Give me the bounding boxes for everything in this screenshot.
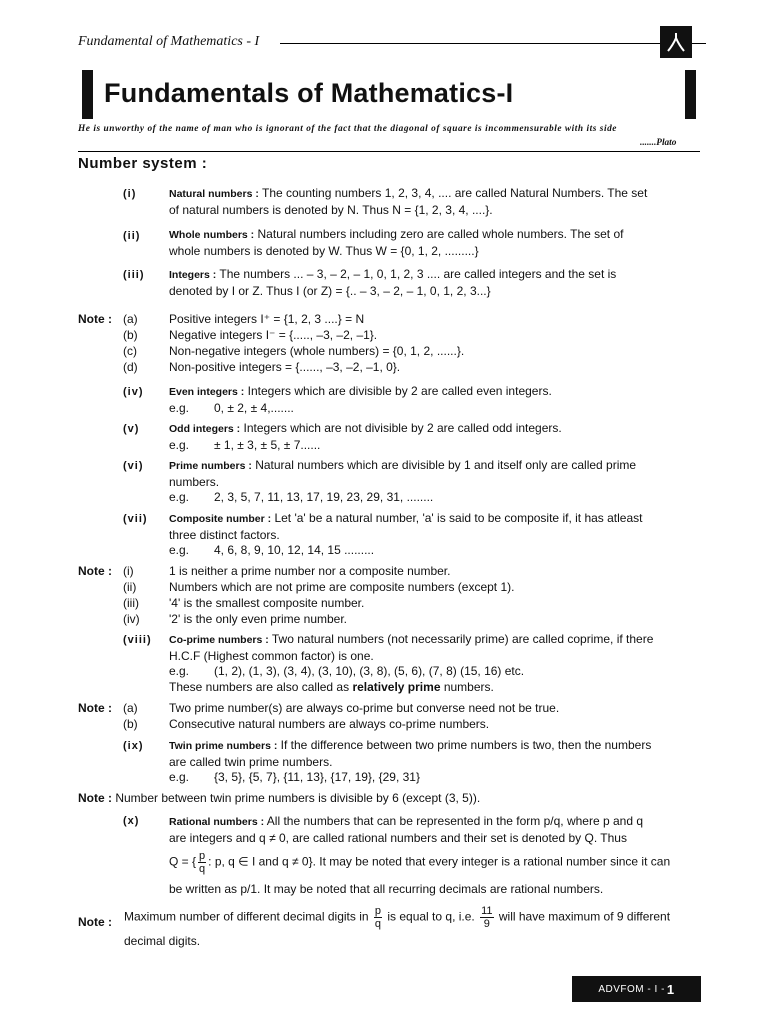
example: 2, 3, 5, 7, 11, 13, 17, 19, 23, 29, 31, ........ bbox=[214, 490, 434, 504]
eg-label: e.g. bbox=[169, 543, 190, 557]
note-value: Consecutive natural numbers are always co-prime numbers. bbox=[169, 717, 490, 731]
note-value: Two prime number(s) are always co-prime but converse need not be true. bbox=[169, 701, 560, 715]
text: Natural numbers which are divisible by 1 and itself only are called prime bbox=[255, 458, 637, 472]
text: Q = { bbox=[169, 854, 197, 869]
footer-label: ADVFOM - I - bbox=[598, 983, 665, 995]
section-title: Number system : bbox=[78, 155, 208, 172]
numerator: p bbox=[374, 905, 382, 917]
note-label: Note : bbox=[78, 312, 112, 326]
item-number: (viii) bbox=[123, 634, 152, 646]
text: numbers. bbox=[440, 679, 494, 694]
note-key: (d) bbox=[123, 360, 138, 374]
page-title: Fundamentals of Mathematics-I bbox=[104, 78, 514, 108]
rational-numbers-block bbox=[169, 813, 701, 897]
even-integers-block bbox=[169, 384, 701, 416]
text: numbers. bbox=[169, 474, 220, 489]
text: If the difference between two prime numbers is two, then the numbers bbox=[280, 738, 652, 752]
title-bar-right bbox=[685, 70, 696, 119]
co-prime-block bbox=[169, 632, 701, 695]
pi-icon bbox=[660, 26, 692, 58]
note-value: Positive integers I⁺ = {1, 2, 3 ....} = N bbox=[169, 312, 365, 326]
term: Even integers : bbox=[169, 386, 245, 398]
eg-label: e.g. bbox=[169, 490, 190, 504]
note-value: Non-negative integers (whole numbers) = {0, 1, 2, ......}. bbox=[169, 344, 465, 358]
header-rule bbox=[280, 43, 660, 44]
item-number: (x) bbox=[123, 815, 140, 827]
example: {3, 5}, {5, 7}, {11, 13}, {17, 19}, {29, 31} bbox=[214, 770, 420, 784]
numerator: p bbox=[199, 850, 206, 862]
text: whole numbers is denoted by W. Thus W = {0, 1, 2, .........} bbox=[169, 243, 479, 258]
text: The numbers ... – 3, – 2, – 1, 0, 1, 2, 3 .... are called integers and the set is bbox=[219, 267, 617, 281]
page-footer bbox=[572, 976, 701, 1002]
page-number: 1 bbox=[666, 981, 675, 997]
eg-label: e.g. bbox=[169, 664, 190, 678]
eg-label: e.g. bbox=[169, 437, 190, 452]
term: Whole numbers : bbox=[169, 229, 255, 241]
item-number: (ix) bbox=[123, 740, 144, 752]
item-number: (ii) bbox=[123, 230, 141, 242]
text: All the numbers that can be represented in the form p/q, where p and q bbox=[266, 814, 644, 828]
text: Integers which are not divisible by 2 are called odd integers. bbox=[243, 421, 562, 435]
text: H.C.F (Highest common factor) is one. bbox=[169, 648, 374, 663]
term: Composite number : bbox=[169, 513, 272, 525]
rational-definition bbox=[169, 850, 701, 875]
note-label: Note : bbox=[78, 791, 112, 805]
note-key: (b) bbox=[123, 717, 138, 731]
term: Rational numbers : bbox=[169, 816, 265, 828]
note-text: decimal digits. bbox=[124, 934, 201, 948]
note-text: is equal to q, i.e. bbox=[387, 909, 475, 924]
note-key: (c) bbox=[123, 344, 137, 358]
term: Odd integers : bbox=[169, 423, 241, 435]
numerator: 11 bbox=[481, 905, 493, 917]
text: are called twin prime numbers. bbox=[169, 754, 333, 769]
running-header: Fundamental of Mathematics - I bbox=[78, 34, 260, 49]
note-label: Note : bbox=[78, 564, 112, 578]
text: be written as p/1. It may be noted that all recurring decimals are rational numbers. bbox=[169, 882, 604, 896]
fraction bbox=[198, 850, 206, 875]
note-key: (a) bbox=[123, 701, 138, 715]
natural-numbers-block bbox=[169, 186, 701, 218]
note-key: (iii) bbox=[123, 596, 139, 610]
text: Two natural numbers (not necessarily prime) are called coprime, if there bbox=[271, 632, 654, 646]
item-number: (vii) bbox=[123, 513, 148, 525]
denominator: 9 bbox=[483, 918, 490, 930]
note-text: will have maximum of 9 different bbox=[498, 909, 671, 924]
eg-label: e.g. bbox=[169, 770, 190, 784]
text: Integers which are divisible by 2 are called even integers. bbox=[247, 384, 552, 398]
text: of natural numbers is denoted by N. Thus N = {1, 2, 3, 4, ....}. bbox=[169, 202, 493, 217]
term: Co-prime numbers : bbox=[169, 634, 269, 646]
odd-integers-block bbox=[169, 421, 701, 453]
term: Twin prime numbers : bbox=[169, 740, 278, 752]
term: Natural numbers : bbox=[169, 188, 259, 200]
twin-prime-block bbox=[169, 738, 701, 786]
item-number: (i) bbox=[123, 188, 137, 200]
note-label: Note : bbox=[78, 915, 112, 929]
note-key: (i) bbox=[123, 564, 134, 578]
note-value: Number between twin prime numbers is divisible by 6 (except (3, 5)). bbox=[115, 791, 481, 805]
text: These numbers are also called as bbox=[169, 679, 353, 694]
note-label: Note : bbox=[78, 701, 112, 715]
text: : p, q ∈ I and q ≠ 0}. It may be noted that every integer is a rational number since it can bbox=[208, 854, 671, 869]
text: are integers and q ≠ 0, are called rational numbers and their set is denoted by Q. Thus bbox=[169, 831, 627, 845]
text: The counting numbers 1, 2, 3, 4, .... are called Natural Numbers. The set bbox=[261, 186, 648, 200]
note-twin-prime bbox=[78, 791, 480, 805]
note-value: '4' is the smallest composite number. bbox=[169, 596, 365, 610]
fraction bbox=[374, 905, 382, 930]
whole-numbers-block bbox=[169, 227, 701, 259]
composite-number-block bbox=[169, 511, 701, 559]
term: Prime numbers : bbox=[169, 460, 252, 472]
example: 0, ± 2, ± 4,....... bbox=[214, 400, 294, 415]
item-number: (iii) bbox=[123, 269, 145, 281]
example: (1, 2), (1, 3), (3, 4), (3, 10), (3, 8), (5, 6), (7, 8) (15, 16) etc. bbox=[214, 664, 525, 678]
emphasis: relatively prime bbox=[352, 679, 441, 694]
item-number: (v) bbox=[123, 423, 140, 435]
text: Natural numbers including zero are called whole numbers. The set of bbox=[257, 227, 624, 241]
denominator: q bbox=[199, 863, 206, 875]
example: 4, 6, 8, 9, 10, 12, 14, 15 ......... bbox=[214, 543, 375, 557]
title-bar-left bbox=[82, 70, 93, 119]
text: three distinct factors. bbox=[169, 527, 280, 542]
item-number: (iv) bbox=[123, 386, 144, 398]
note-value: '2' is the only even prime number. bbox=[169, 612, 348, 626]
note-key: (a) bbox=[123, 312, 138, 326]
quote-text: He is unworthy of the name of man who is ignorant of the fact that the diagonal of square is incommensurable with its side bbox=[78, 124, 617, 134]
quote-rule bbox=[78, 151, 700, 152]
eg-label: e.g. bbox=[169, 400, 190, 415]
note-value: Numbers which are not prime are composite numbers (except 1). bbox=[169, 580, 515, 594]
header-rule-right bbox=[692, 43, 706, 44]
note-value: 1 is neither a prime number nor a composite number. bbox=[169, 564, 451, 578]
note-decimal-digits bbox=[124, 905, 704, 948]
note-key: (b) bbox=[123, 328, 138, 342]
fraction bbox=[480, 905, 493, 930]
note-value: Non-positive integers = {......, –3, –2, –1, 0}. bbox=[169, 360, 401, 374]
denominator: q bbox=[374, 918, 382, 930]
note-key: (iv) bbox=[123, 612, 140, 626]
item-number: (vi) bbox=[123, 460, 144, 472]
note-value: Negative integers I⁻ = {....., –3, –2, –1}. bbox=[169, 328, 378, 342]
text: Let 'a' be a natural number, 'a' is said to be composite if, it has atleast bbox=[274, 511, 643, 525]
text: denoted by I or Z. Thus I (or Z) = {.. – 3, – 2, – 1, 0, 1, 2, 3...} bbox=[169, 283, 491, 298]
note-key: (ii) bbox=[123, 580, 137, 594]
note-text: Maximum number of different decimal digits in bbox=[124, 909, 369, 924]
quote-author: .......Plato bbox=[640, 138, 677, 148]
example: ± 1, ± 3, ± 5, ± 7...... bbox=[214, 437, 321, 452]
prime-numbers-block bbox=[169, 458, 701, 506]
term: Integers : bbox=[169, 269, 217, 281]
integers-block bbox=[169, 267, 701, 299]
